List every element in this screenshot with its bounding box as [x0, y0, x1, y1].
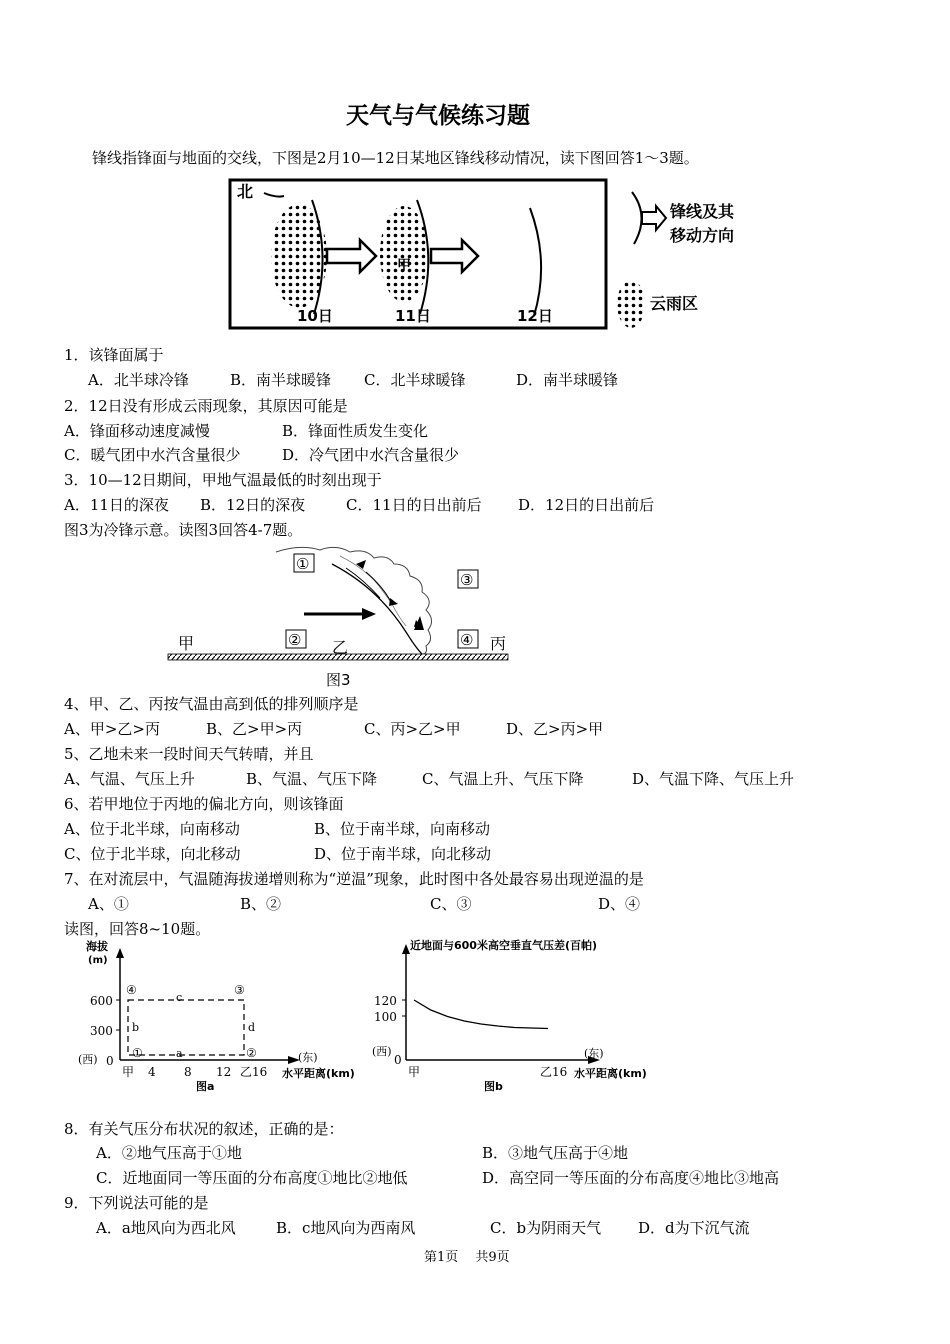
figa-ytick-0: 0 [106, 1054, 114, 1068]
fig3-bing-label: 丙 [490, 634, 507, 653]
q8-option-c: C．近地面同一等压面的分布高度①地比②地低 [96, 1169, 408, 1187]
fig3-caption: 图3 [326, 671, 351, 689]
q1-option-b: B．南半球暖锋 [230, 371, 332, 389]
q8-stem: 8．有关气压分布状况的叙述，正确的是： [64, 1120, 344, 1138]
cold-front-figure [160, 542, 520, 692]
q7-option-a: A、① [88, 895, 129, 913]
figa-xtick-16: 乙16 [240, 1065, 268, 1079]
figb-xtick-jia: 甲 [408, 1065, 421, 1079]
q1-option-d: D．南半球暖锋 [516, 371, 619, 389]
fig3-point-4: ④ [460, 631, 474, 649]
q1-option-a: A．北半球冷锋 [88, 371, 189, 389]
rain-area-11 [380, 206, 428, 302]
figa-xlabel: 水平距离(km) [282, 1067, 355, 1080]
q5-option-a: A、气温、气压上升 [64, 770, 195, 788]
figa-point-4: ④ [126, 983, 137, 997]
front-movement-figure [224, 176, 764, 336]
fig-ab-intro: 读图，回答8~10题。 [64, 920, 211, 938]
figa-ylabel-2: (m) [88, 955, 108, 966]
date-10: 10日 [297, 307, 333, 325]
q5-stem: 5、乙地未来一段时间天气转晴，并且 [64, 745, 314, 763]
legend-front-line [632, 192, 642, 244]
q9-stem: 9．下列说法可能的是 [64, 1194, 209, 1212]
figb-west: (西) [372, 1045, 392, 1058]
figb-caption: 图b [484, 1080, 503, 1093]
figb-ytick-120: 120 [374, 994, 397, 1008]
figa-point-1: ① [132, 1046, 143, 1060]
legend-rain-label: 云雨区 [650, 294, 699, 313]
q3-option-c: C．11日的日出前后 [346, 496, 482, 514]
fig3-jia-label: 甲 [178, 634, 195, 653]
legend-rain-swatch [617, 280, 645, 328]
figa-ytick-600: 600 [90, 994, 113, 1008]
legend-front-label-1: 锋线及其 [670, 202, 735, 221]
q2-option-a: A．锋面移动速度减慢 [64, 422, 210, 440]
q9-option-d: D．d为下沉气流 [638, 1219, 750, 1237]
q3-option-d: D．12日的日出前后 [518, 496, 655, 514]
page-title: 天气与气候练习题 [346, 103, 530, 129]
figa-west: (西) [78, 1053, 98, 1066]
figa-caption: 图a [196, 1080, 215, 1093]
q2-option-b: B．锋面性质发生变化 [282, 422, 429, 440]
figa-xtick-4: 4 [148, 1065, 156, 1079]
q5-option-d: D、气温下降、气压上升 [632, 770, 795, 788]
fig3-point-3: ③ [460, 571, 474, 589]
fig3-yi-label: 乙 [332, 638, 349, 657]
figb-title: 近地面与600米高空垂直气压差(百帕) [410, 939, 598, 952]
figb-xtick-16: 乙16 [540, 1065, 568, 1079]
q9-option-c: C．b为阴雨天气 [490, 1219, 602, 1237]
pressure-diff-curve [414, 1000, 548, 1029]
q3-option-b: B．12日的深夜 [200, 496, 306, 514]
q7-stem: 7、在对流层中，气温随海拔递增则称为“逆温”现象，此时图中各处最容易出现逆温的是 [64, 870, 644, 888]
q7-option-d: D、④ [598, 895, 641, 913]
q3-stem: 3．10—12日期间，甲地气温最低的时刻出现于 [64, 471, 382, 489]
legend-front-label-2: 移动方向 [670, 226, 735, 245]
q1-stem: 1．该锋面属于 [64, 346, 164, 364]
figa-ytick-300: 300 [90, 1024, 113, 1038]
figb-ytick-0: 0 [394, 1053, 402, 1067]
figb-xlabel: 水平距离(km) [574, 1067, 647, 1080]
q8-option-a: A．②地气压高于①地 [96, 1144, 242, 1162]
figa-letter-d: d [248, 1021, 256, 1034]
fig3-intro: 图3为冷锋示意。读图3回答4-7题。 [64, 521, 303, 539]
q3-option-a: A．11日的深夜 [64, 496, 169, 514]
figa-ylabel-1: 海拔 [86, 940, 108, 953]
move-arrow-1 [327, 240, 376, 272]
front-line-12 [530, 208, 541, 316]
q5-option-b: B、气温、气压下降 [246, 770, 378, 788]
q9-option-a: A．a地风向为西北风 [96, 1219, 236, 1237]
q7-option-c: C、③ [430, 895, 472, 913]
q4-option-b: B、乙>甲>丙 [206, 720, 303, 738]
q1-option-c: C．北半球暖锋 [364, 371, 466, 389]
date-12: 12日 [517, 307, 553, 325]
figa-letter-b: b [132, 1021, 140, 1034]
north-arrow-icon [264, 193, 284, 197]
legend-arrow-icon [642, 206, 666, 230]
figa-xtick-jia: 甲 [122, 1065, 135, 1079]
figa-letter-c: c [176, 991, 183, 1004]
figb-east: (东) [584, 1047, 604, 1060]
figa-letter-a: a [176, 1047, 183, 1060]
intro-text: 锋线指锋面与地面的交线，下图是2月10—12日某地区锋线移动情况，读下图回答1～3题。 [92, 149, 699, 167]
q5-option-c: C、气温上升、气压下降 [422, 770, 584, 788]
north-label: 北 [237, 182, 254, 201]
figure-b [372, 934, 672, 1093]
q6-option-d: D、位于南半球，向北移动 [314, 845, 492, 863]
figa-point-2: ② [246, 1046, 257, 1060]
q7-option-b: B、② [240, 895, 282, 913]
q6-stem: 6、若甲地位于丙地的偏北方向，则该锋面 [64, 795, 344, 813]
fig3-point-2: ② [288, 631, 302, 649]
move-arrow-2 [431, 240, 478, 272]
circulation-rectangle [128, 1000, 244, 1055]
q4-stem: 4、甲、乙、丙按气温由高到低的排列顺序是 [64, 695, 359, 713]
figa-point-3: ③ [234, 983, 245, 997]
q8-option-b: B．③地气压高于④地 [482, 1144, 629, 1162]
date-11: 11日 [395, 307, 431, 325]
q2-option-d: D．冷气团中水汽含量很少 [282, 446, 460, 464]
page-footer: 第1页 共9页 [424, 1250, 510, 1265]
q2-stem: 2．12日没有形成云雨现象，其原因可能是 [64, 397, 348, 415]
figb-ytick-100: 100 [374, 1010, 397, 1024]
q9-option-b: B．c地风向为西南风 [276, 1219, 416, 1237]
figure-a [72, 940, 362, 1093]
q8-option-d: D．高空同一等压面的分布高度④地比③地高 [482, 1169, 780, 1187]
q2-option-c: C．暖气团中水汽含量很少 [64, 446, 241, 464]
q4-option-a: A、甲>乙>丙 [64, 720, 160, 738]
q4-option-c: C、丙>乙>甲 [364, 720, 461, 738]
q4-option-d: D、乙>丙>甲 [506, 720, 604, 738]
jia-label: 甲 [397, 258, 411, 274]
figa-east: (东) [298, 1051, 318, 1064]
figa-xtick-12: 12 [216, 1065, 232, 1079]
q6-option-b: B、位于南半球，向南移动 [314, 820, 491, 838]
figa-xtick-8: 8 [184, 1065, 192, 1079]
fig3-point-1: ① [296, 555, 310, 573]
q6-option-c: C、位于北半球，向北移动 [64, 845, 241, 863]
q6-option-a: A、位于北半球，向南移动 [64, 820, 240, 838]
